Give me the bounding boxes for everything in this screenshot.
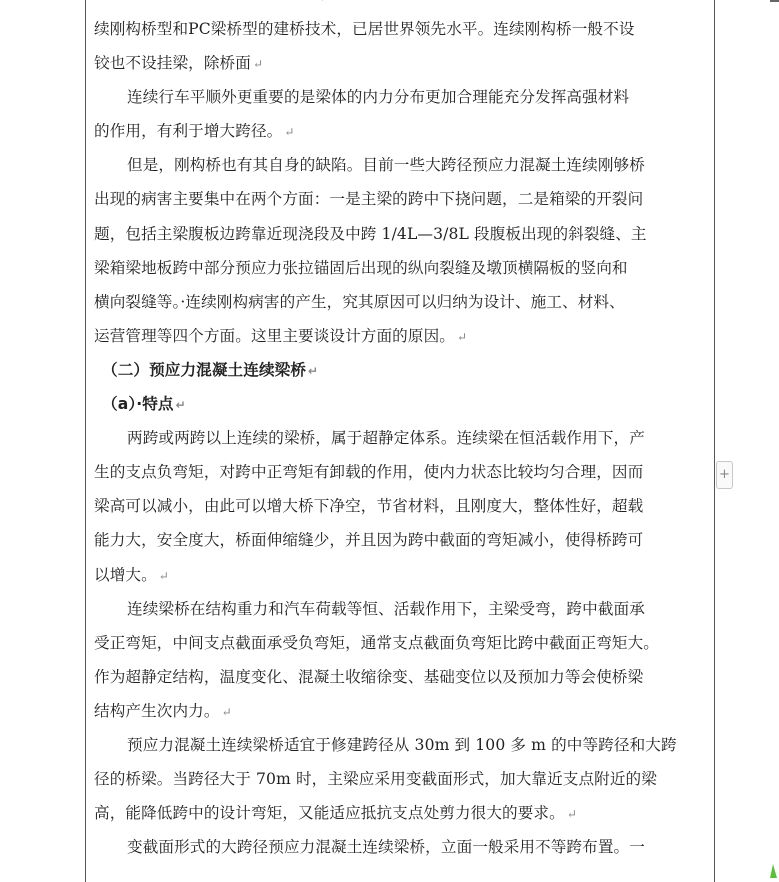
text-line: 铰也不设挂梁，除桥面 ↵: [94, 54, 264, 73]
text-line: 出现的病害主要集中在两个方面：一是主梁的跨中下挠问题，二是箱梁的开裂问: [94, 190, 644, 209]
text-line: 高，能降低跨中的设计弯矩，又能适应抵抗支点处剪力很大的要求。 ↵: [94, 804, 577, 823]
text-line: 梁高可以减小，由此可以增大桥下净空，节省材料，且刚度大，整体性好，超载: [94, 497, 644, 516]
text-line: 结构产生次内力。 ↵: [94, 701, 232, 720]
page-edge-mark: [770, 0, 779, 2]
text-line: 径的桥梁。当跨径大于 70m 时，主梁应采用变截面形式，加大靠近支点附近的梁: [94, 770, 657, 789]
section-heading: （二）预应力混凝土连续梁桥 ↵: [102, 360, 319, 379]
text-line: 但是，刚构桥也有其自身的缺陷。目前一些大跨径预应力混凝土连续刚够桥: [127, 156, 645, 175]
text-line: 以增大。 ↵: [94, 565, 169, 584]
paragraph-mark: ↵: [308, 363, 319, 378]
paragraph-mark: ↵: [158, 568, 169, 583]
text-line: 变截面形式的大跨径预应力混凝土连续梁桥，立面一般采用不等跨布置。一: [127, 838, 645, 857]
paragraph-mark: ↵: [566, 807, 577, 822]
text-line: 运营管理等四个方面。这里主要谈设计方面的原因。 ↵: [94, 326, 468, 345]
partial-top-line: [94, 0, 710, 12]
text-line: 题，包括主梁腹板边跨靠近现浇段及中跨 1/4L—3/8L 段腹板出现的斜裂缝、主: [94, 224, 647, 243]
text-line: 能力大，安全度大，桥面伸缩缝少，并且因为跨中截面的弯矩减小，使得桥跨可: [94, 531, 644, 550]
text-line: 横向裂缝等。·连续刚构病害的产生，究其原因可以归纳为设计、施工、材料、: [94, 292, 625, 311]
text-line: 两跨或两跨以上连续的梁桥，属于超静定体系。连续梁在恒活载作用下，产: [127, 429, 645, 448]
subsection-heading: （a）·特点 ↵: [102, 395, 186, 414]
paragraph-mark: ↵: [284, 125, 295, 140]
document-body: [94, 0, 710, 864]
text-line: 连续行车平顺外更重要的是梁体的内力分布更加合理能充分发挥高强材料: [127, 88, 630, 107]
paragraph-mark: ↵: [175, 398, 186, 413]
text-line: 预应力混凝土连续梁桥适宜于修建跨径从 30m 到 100 多 m 的中等跨径和大跨: [127, 735, 677, 754]
expand-button[interactable]: +: [716, 461, 733, 489]
text-line: 连续梁桥在结构重力和汽车荷载等恒、活载作用下，主梁受弯，跨中截面承: [127, 599, 645, 618]
paragraph-mark: ↵: [221, 704, 232, 719]
paragraph-mark: ↵: [456, 329, 468, 344]
text-line: 作为超静定结构，温度变化、混凝土收缩徐变、基础变位以及预加力等会使桥梁: [94, 667, 644, 686]
paragraph-mark: ↵: [252, 57, 264, 72]
text-line: 生的支点负弯矩，对跨中正弯矩有卸载的作用，使内力状态比较均匀合理，因而: [94, 463, 644, 482]
text-line: 的作用，有利于增大跨径。 ↵: [94, 122, 295, 141]
text-line: 受正弯矩，中间支点截面承受负弯矩，通常支点截面负弯矩比跨中截面正弯矩大。: [94, 633, 659, 652]
green-corner-icon: [768, 858, 779, 878]
text-line: 续刚构桥型和PC梁桥型的建桥技术，已居世界领先水平。连续刚构桥一般不设: [94, 20, 635, 38]
text-line: 梁箱梁地板跨中部分预应力张拉锚固后出现的纵向裂缝及墩顶横隔板的竖向和: [94, 258, 628, 277]
